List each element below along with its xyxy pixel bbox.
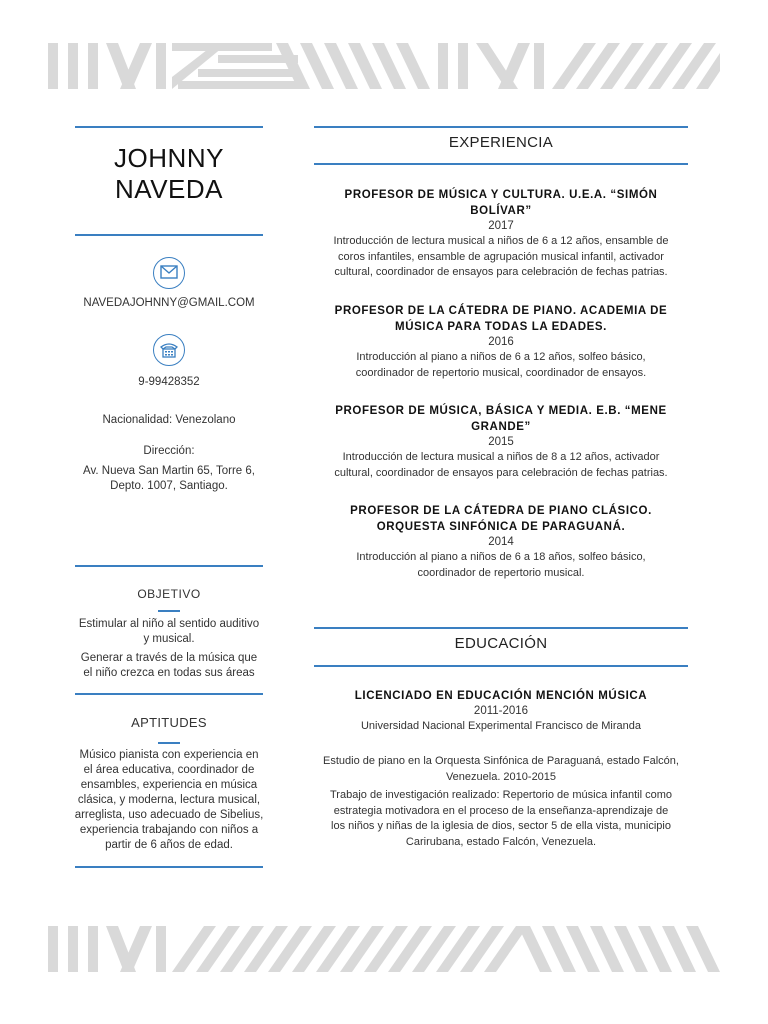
job-title: PROFESOR DE LA CÁTEDRA DE PIANO CLÁSICO. xyxy=(350,505,652,517)
skills-top-divider xyxy=(75,693,263,695)
bottom-decorative-band xyxy=(48,926,720,972)
skills-heading: APTITUDES xyxy=(131,715,207,730)
objective-line: el niño crezca en todas sus áreas xyxy=(83,667,255,679)
address-line-1: Av. Nueva San Martin 65, Torre 6, xyxy=(83,465,255,477)
objective-line: y musical. xyxy=(143,633,195,645)
job-description: cultural, coordinador de ensayos para celebración de fechas patrias. xyxy=(334,466,668,479)
education-bottom-divider xyxy=(314,665,688,667)
objective-line: Estimular al niño al sentido auditivo xyxy=(78,618,260,630)
objective-text xyxy=(70,617,268,681)
envelope-icon xyxy=(153,257,185,289)
job-entry xyxy=(310,403,692,481)
job-description: Introducción de lectura musical a niños de 6 a 12 años, ensamble de xyxy=(333,235,669,247)
education-entry xyxy=(310,688,692,735)
address-label: Dirección: xyxy=(143,445,195,457)
skills-line: ensambles, experiencia en música xyxy=(80,779,258,791)
skills-accent-bar xyxy=(158,742,180,744)
experience-bottom-divider xyxy=(314,163,688,165)
job-year: 2014 xyxy=(488,536,514,548)
education-extra xyxy=(310,754,692,785)
name-divider xyxy=(75,234,263,236)
job-description: coordinador de repertorio musical, coordinador de ensayos. xyxy=(355,366,647,379)
job-year: 2016 xyxy=(488,336,514,348)
research-line: Carirubana, estado Falcón, Venezuela. xyxy=(405,835,597,848)
top-decorative-band xyxy=(48,43,720,89)
skills-line: experiencia trabajando con niños a xyxy=(79,824,259,836)
job-entry xyxy=(310,503,692,581)
objective-heading: OBJETIVO xyxy=(137,587,201,601)
objective-accent-bar xyxy=(158,610,180,612)
skills-bottom-divider xyxy=(75,866,263,868)
candidate-name xyxy=(75,143,263,205)
name-first: JOHNNY xyxy=(114,143,224,173)
skills-line: clásica, y moderna, lectura musical, xyxy=(77,794,261,806)
job-title: GRANDE” xyxy=(471,421,531,433)
degree-title: LICENCIADO EN EDUCACIÓN MENCIÓN MÚSICA xyxy=(354,690,648,702)
phone-text[interactable]: 9-99428352 xyxy=(138,376,200,388)
research-text xyxy=(310,788,692,850)
skills-line: Músico pianista con experiencia en xyxy=(79,749,259,761)
nationality-text: Nacionalidad: Venezolano xyxy=(102,414,236,426)
address-line-2: Depto. 1007, Santiago. xyxy=(110,480,228,492)
job-description: Introducción al piano a niños de 6 a 12 años, solfeo básico, xyxy=(356,351,646,363)
job-title: BOLÍVAR” xyxy=(470,205,532,217)
experience-top-divider xyxy=(314,126,688,128)
extra-study-line: Estudio de piano en la Orquesta Sinfónica de Paraguaná, estado Falcón, xyxy=(323,755,679,767)
research-line: Trabajo de investigación realizado: Repertorio de música infantil como xyxy=(330,789,672,801)
address-text xyxy=(70,464,268,494)
job-entry xyxy=(310,187,692,281)
job-title: ORQUESTA SINFÓNICA DE PARAGUANÁ. xyxy=(376,521,626,533)
job-description: Introducción de lectura musical a niños de 8 a 12 años, activador xyxy=(342,451,660,463)
objective-line: Generar a través de la música que xyxy=(80,652,258,664)
name-last: NAVEDA xyxy=(115,174,223,204)
skills-text xyxy=(70,748,268,853)
education-heading: EDUCACIÓN xyxy=(454,635,548,652)
left-top-divider xyxy=(75,126,263,128)
skills-line: el área educativa, coordinador de xyxy=(83,764,255,776)
job-description: coros infantiles, ensamble de agrupación musical infantil, activador xyxy=(338,250,664,263)
job-entry xyxy=(310,303,692,381)
school-name: Universidad Nacional Experimental Francisco de Miranda xyxy=(360,720,642,732)
extra-study-line: Venezuela. 2010-2015 xyxy=(445,770,557,783)
skills-line: arreglista, uso adecuado de Sibelius, xyxy=(74,809,264,821)
job-description: cultural, coordinador de ensayos para celebración de fechas patrias. xyxy=(334,266,668,278)
job-title: PROFESOR DE MÚSICA, BÁSICA Y MEDIA. E.B. “MENE xyxy=(335,405,667,417)
education-top-divider xyxy=(314,627,688,629)
experience-heading: EXPERIENCIA xyxy=(448,134,554,151)
research-line: estrategia motivadora en el proceso de la enseñanza-aprendizaje de xyxy=(333,804,669,817)
job-year: 2015 xyxy=(488,436,514,448)
job-description: Introducción al piano a niños de 6 a 18 años, solfeo básico, xyxy=(356,551,646,563)
job-title: PROFESOR DE LA CÁTEDRA DE PIANO. ACADEMIA DE xyxy=(334,305,668,317)
job-year: 2017 xyxy=(488,220,514,232)
skills-line: partir de 6 años de edad. xyxy=(105,839,233,851)
email-text[interactable]: NAVEDAJOHNNY@GMAIL.COM xyxy=(83,297,255,309)
job-title: MÚSICA PARA TODAS LA EDADES. xyxy=(395,321,607,333)
job-description: coordinador de repertorio musical. xyxy=(417,566,585,579)
research-line: los niños y niñas de la iglesia de dios, sector 5 de ella vista, municipio xyxy=(331,820,671,832)
objective-top-divider xyxy=(75,565,263,567)
telephone-icon xyxy=(153,334,185,366)
job-title: PROFESOR DE MÚSICA Y CULTURA. U.E.A. “SIMÓN xyxy=(344,189,658,201)
degree-years: 2011-2016 xyxy=(473,705,529,717)
